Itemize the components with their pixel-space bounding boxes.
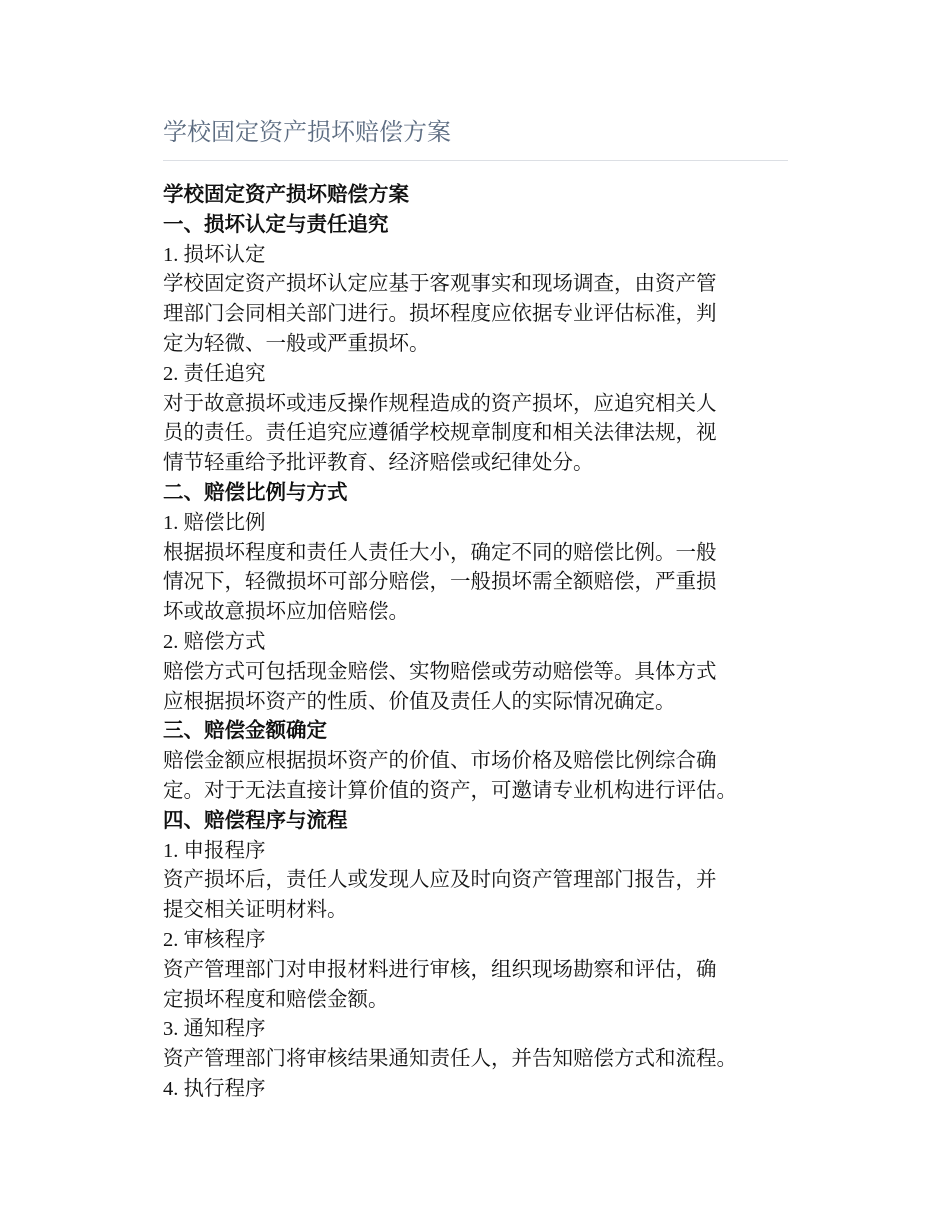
subsection-number: 1. <box>163 511 184 534</box>
body-text-line: 应根据损坏资产的性质、价值及责任人的实际情况确定。 <box>163 688 676 713</box>
body-text-line: 赔偿金额应根据损坏资产的价值、市场价格及赔偿比例综合确 <box>163 748 717 773</box>
body-text-line: 资产管理部门将审核结果通知责任人，并告知赔偿方式和流程。 <box>163 1046 737 1071</box>
body-text-line: 提交相关证明材料。 <box>163 897 348 922</box>
body-text-line: 学校固定资产损坏认定应基于客观事实和现场调查，由资产管 <box>163 271 717 296</box>
subsection-label: 赔偿比例 <box>183 509 266 534</box>
subsection-heading <box>163 925 788 955</box>
subsection-heading <box>163 508 788 538</box>
body-text-line: 员的责任。责任追究应遵循学校规章制度和相关法律法规，视 <box>163 420 717 445</box>
body-text-line: 赔偿方式可包括现金赔偿、实物赔偿或劳动赔偿等。具体方式 <box>163 658 717 683</box>
subsection-heading <box>163 1074 788 1104</box>
document-title: 学校固定资产损坏赔偿方案 <box>163 118 451 146</box>
subsection-number: 2. <box>163 928 184 951</box>
subsection-number: 3. <box>163 1018 184 1041</box>
subsection-number: 1. <box>163 839 184 862</box>
body-text-line: 坏或故意损坏应加倍赔偿。 <box>163 599 409 624</box>
subsection-label: 审核程序 <box>183 926 266 951</box>
body-text-line: 定损坏程度和赔偿金额。 <box>163 986 389 1011</box>
subsection-label: 执行程序 <box>183 1075 266 1100</box>
body-text-line: 根据损坏程度和责任人责任大小，确定不同的赔偿比例。一般 <box>163 539 717 564</box>
subsection-heading <box>163 836 788 866</box>
subsection-heading <box>163 359 788 389</box>
subsection-label: 申报程序 <box>183 837 266 862</box>
section-heading: 学校固定资产损坏赔偿方案 <box>163 182 409 206</box>
body-text-line: 对于故意损坏或违反操作规程造成的资产损坏，应追究相关人 <box>163 390 717 415</box>
subsection-number: 2. <box>163 630 184 653</box>
body-text-line: 资产损坏后，责任人或发现人应及时向资产管理部门报告，并 <box>163 867 717 892</box>
subsection-number: 1. <box>163 243 184 266</box>
subsection-label: 责任追究 <box>183 360 266 385</box>
section-heading: 二、赔偿比例与方式 <box>163 479 348 504</box>
section-heading: 一、损坏认定与责任追究 <box>163 211 389 236</box>
subsection-heading <box>163 240 788 270</box>
subsection-label: 赔偿方式 <box>183 628 266 653</box>
section-heading: 三、赔偿金额确定 <box>163 718 327 743</box>
subsection-heading <box>163 627 788 657</box>
title-divider <box>163 160 788 161</box>
subsection-label: 损坏认定 <box>183 241 266 266</box>
subsection-number: 4. <box>163 1077 184 1100</box>
body-text-line: 定。对于无法直接计算价值的资产，可邀请专业机构进行评估。 <box>163 777 737 802</box>
subsection-number: 2. <box>163 362 184 385</box>
body-text-line: 情节轻重给予批评教育、经济赔偿或纪律处分。 <box>163 450 594 475</box>
body-text-line: 理部门会同相关部门进行。损坏程度应依据专业评估标准，判 <box>163 301 717 326</box>
document-body <box>163 180 788 1104</box>
body-text-line: 资产管理部门对申报材料进行审核，组织现场勘察和评估，确 <box>163 956 717 981</box>
subsection-heading <box>163 1014 788 1044</box>
body-text-line: 定为轻微、一般或严重损坏。 <box>163 330 430 355</box>
body-text-line: 情况下，轻微损坏可部分赔偿，一般损坏需全额赔偿，严重损 <box>163 569 717 594</box>
subsection-label: 通知程序 <box>183 1016 266 1041</box>
section-heading: 四、赔偿程序与流程 <box>163 807 348 832</box>
